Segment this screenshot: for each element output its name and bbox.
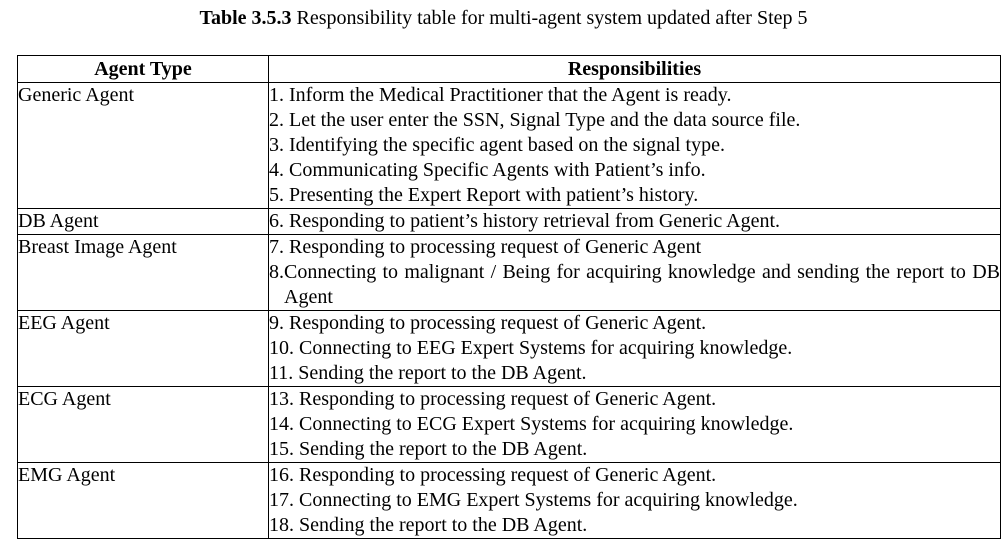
table-row bbox=[18, 311, 1001, 387]
responsibility-item: 5. Presenting the Expert Report with patient’s history. bbox=[269, 184, 699, 206]
agent-cell-eeg: EEG Agent bbox=[18, 311, 269, 387]
responsibility-item: 18. Sending the report to the DB Agent. bbox=[269, 514, 588, 536]
responsibility-item: 8.Connecting to malignant / Being for acquiring knowledge and sending the report to DB Agent bbox=[269, 261, 1000, 308]
responsibility-item: 14. Connecting to ECG Expert Systems for acquiring knowledge. bbox=[269, 413, 794, 435]
responsibility-item: 6. Responding to patient’s history retrieval from Generic Agent. bbox=[269, 210, 780, 232]
agent-cell-generic: Generic Agent bbox=[18, 83, 269, 209]
responsibility-item: 10. Connecting to EEG Expert Systems for acquiring knowledge. bbox=[269, 337, 793, 359]
responsibilities-cell-generic bbox=[269, 83, 1001, 209]
table-caption-label: Table 3.5.3 bbox=[199, 7, 292, 29]
responsibility-item: 4. Communicating Specific Agents with Patient’s info. bbox=[269, 159, 706, 181]
responsibility-item: 17. Connecting to EMG Expert Systems for acquiring knowledge. bbox=[269, 489, 798, 511]
table-row bbox=[18, 83, 1001, 209]
responsibility-item: 13. Responding to processing request of Generic Agent. bbox=[269, 388, 717, 410]
table-row bbox=[18, 463, 1001, 539]
responsibilities-cell-emg bbox=[269, 463, 1001, 539]
table-row bbox=[18, 387, 1001, 463]
header-responsibilities: Responsibilities bbox=[269, 56, 1001, 83]
agent-cell-db: DB Agent bbox=[18, 209, 269, 235]
responsibility-item: 9. Responding to processing request of Generic Agent. bbox=[269, 312, 707, 334]
table-caption-text: Responsibility table for multi-agent system updated after Step 5 bbox=[296, 7, 808, 29]
header-agent-type: Agent Type bbox=[18, 56, 269, 83]
responsibilities-cell-breast-image bbox=[269, 235, 1001, 311]
header-row bbox=[18, 56, 1001, 83]
responsibility-item: 16. Responding to processing request of Generic Agent. bbox=[269, 464, 717, 486]
agent-cell-ecg: ECG Agent bbox=[18, 387, 269, 463]
responsibility-item: 2. Let the user enter the SSN, Signal Type and the data source file. bbox=[269, 109, 801, 131]
responsibility-item: 7. Responding to processing request of Generic Agent bbox=[269, 236, 702, 258]
responsibility-item: 15. Sending the report to the DB Agent. bbox=[269, 438, 588, 460]
table-caption bbox=[0, 6, 1007, 30]
responsibility-item: 3. Identifying the specific agent based on the signal type. bbox=[269, 134, 725, 156]
responsibility-item: 11. Sending the report to the DB Agent. bbox=[269, 362, 587, 384]
agent-cell-breast-image: Breast Image Agent bbox=[18, 235, 269, 311]
agent-cell-emg: EMG Agent bbox=[18, 463, 269, 539]
responsibility-table bbox=[17, 55, 1001, 539]
table-row bbox=[18, 209, 1001, 235]
table-row bbox=[18, 235, 1001, 311]
responsibilities-cell-eeg bbox=[269, 311, 1001, 387]
responsibilities-cell-ecg bbox=[269, 387, 1001, 463]
responsibility-item: 1. Inform the Medical Practitioner that the Agent is ready. bbox=[269, 84, 732, 106]
responsibilities-cell-db bbox=[269, 209, 1001, 235]
